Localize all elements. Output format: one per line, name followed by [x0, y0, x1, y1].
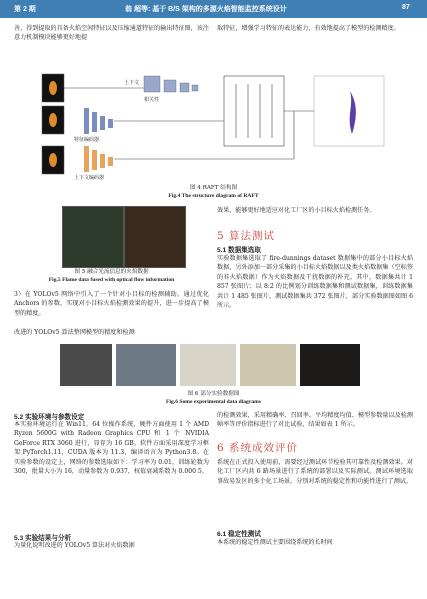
figure-5: [22, 206, 202, 266]
sample-image-3: [180, 344, 236, 386]
section-5-title: 5 算法测试: [217, 230, 276, 242]
fig5-caption-cn: 图 5 融合光流信息的火焰数据: [74, 269, 149, 275]
fig6-caption-cn: 图 6 部分实验数据图: [187, 391, 240, 397]
section-5-3-body: 为量化说明改进的 YOLOv5 算法对火焰数据: [14, 542, 135, 549]
section-6-1-title: 6.1 稳定性测试: [217, 531, 261, 538]
right-low-text: 的检测效果，采用精确率、召回率、平均精度均值、模型参数量以及检测帧率等评价指标进行了对比试验，结果如表 1 所示。: [217, 412, 413, 429]
section-6-1-body: 本系统的稳定性测试主要围绕系统的长时间: [217, 539, 333, 546]
section-5-3-title: 5.3 实验结果与分析: [14, 535, 72, 542]
top-left-text: 善，得到提取的具备火焰空间特征以及压缩通道特征的输出特征图，该注意力机制模块能够更好地提: [14, 25, 209, 42]
context-encoder-label: 上下文编码器: [74, 175, 105, 181]
raft-diagram: [24, 66, 404, 184]
corr-label: 相关性: [144, 97, 160, 103]
section-6-body: 系统在正式投入使用前，需要经过测试环节检验其可靠性及检测效果。对化工厂区内共 6 路场景进行了系统的部署以及实际测试。测试环境选取事故易发区的多个化工场景，分别对系统的稳定性和功能性进行了测试。: [217, 459, 413, 485]
section-6-title: 6 系统成效评价: [217, 442, 299, 454]
flame-image-2: [124, 206, 186, 268]
sample-image-4: [240, 344, 296, 386]
page-header: [0, 0, 427, 18]
section-5-1-title: 5.1 数据集选取: [217, 247, 261, 254]
fig4-caption-cn: 图 4 RAFT 结构图: [189, 185, 238, 191]
section-5-2-body: 本实验环境运行在 Win11，64 位操作系统，硬件方面使用 1 个 AMD Ryzen 5600G with Radeon Graphics CPU 和 1 个 NVIDIA GeForce RTX 3060 进行，显存为 16 GB。软件方面采用深度学习框架 PyTorch1.11，CUDA 版本为 11.3，编译语言为 Python3.8。在实验参数的设定上，网络的参数选取如下：学习率为 0.01，训练轮数为 300，批量大小为 16，动量参数为 0.937，权值衰减系数为 0.000 5。: [14, 421, 209, 476]
running-title: 翁 超等: 基于 B/S 架构的多源火焰智能监控系统设计: [125, 6, 287, 13]
context-label: 上下文: [124, 80, 140, 86]
page-number: 87: [402, 4, 410, 11]
sample-image-5: [300, 344, 360, 386]
top-right-text: 取特征，增强学习特征的表达能力，有效地提高了模型的检测精度。: [217, 25, 400, 32]
section-5-1-body: 实验数据集选取了 fire-dunnings dataset 数据集中的部分小目标火焰数据，另外添加一部分采集的小目标火焰数据以及类火焰数据集（空标签的非火焰数据）作为火焰数据及干扰数据的补充。其中，数据集共计 1 857 张图片；以 8:2 的比例划分训练数据集和测试数据集，训练数据集共计 1 485 张图片，测试数据集共 372 张图片，部分实验数据图如图 6 所示。: [217, 255, 413, 310]
fig4-caption-en: Fig.4 The structure diagram of RAFT: [168, 193, 259, 199]
left-mid-text2: 改进的 YOLOv5 算法整网模型的精度和检测: [14, 329, 135, 336]
figure-4: [24, 66, 404, 184]
figure-6: [60, 344, 380, 386]
fig5-caption-en: Fig.5 Flame data fused with optical flow information: [48, 277, 175, 283]
sample-image-2: [116, 344, 176, 386]
issue-label: 第 2 期: [14, 6, 36, 13]
sample-image-1: [60, 344, 112, 386]
fig6-caption-en: Fig.6 Some experimental data diagrams: [166, 399, 261, 405]
right-mid-text: 效果，能够更好地适应对化工厂区的小目标火焰检测任务。: [217, 207, 376, 214]
left-mid-text: 3）在 YOLOv5 网络中引入了一个针对小目标的检测辅助。通过优化 Anchors 的参数，实现对小目标火焰检测效果的提升，进一步提高了模型的精度。: [14, 291, 209, 317]
flame-image-1: [62, 206, 124, 268]
section-5-2-title: 5.2 实验环境与参数设定: [14, 414, 85, 421]
feature-encoder-label: 特征编码器: [74, 137, 100, 143]
